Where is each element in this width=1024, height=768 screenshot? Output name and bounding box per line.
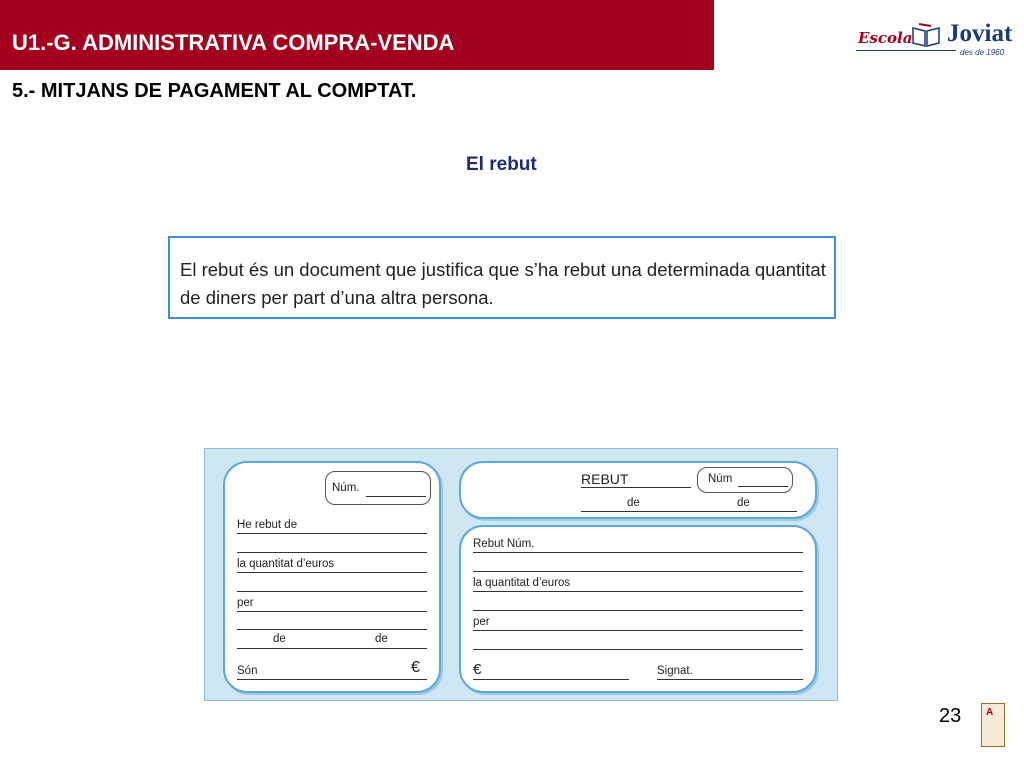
stub-euro-icon: € <box>411 659 420 676</box>
receipt-date-line <box>581 511 797 512</box>
receipt-body-card <box>459 525 817 693</box>
stub-for-label: per <box>237 597 254 609</box>
header-bar <box>0 0 714 70</box>
receipt-line <box>473 591 803 592</box>
receipt-title: REBUT <box>581 471 629 487</box>
certification-mark: A <box>986 707 994 718</box>
receipt-line <box>473 571 803 572</box>
receipt-illustration <box>204 448 838 701</box>
logo-escola-text: Escola <box>858 29 913 47</box>
receipt-stub-card <box>223 461 441 693</box>
logo-tagline: des de 1960 <box>960 48 1005 57</box>
receipt-header-card <box>459 461 817 519</box>
definition-box <box>168 236 836 319</box>
receipt-number-field-label: Rebut Núm. <box>473 538 535 550</box>
logo-underline <box>856 50 956 51</box>
stub-amount-label: la quantitat d’euros <box>237 558 335 570</box>
school-logo <box>856 18 1013 60</box>
receipt-number-box <box>697 467 793 493</box>
stub-number-box <box>325 471 431 505</box>
stub-line <box>237 572 427 573</box>
header-title: U1.-G. ADMINISTRATIVA COMPRA-VENDA <box>12 30 455 55</box>
stub-line <box>237 679 427 680</box>
receipt-signature-label: Signat. <box>657 665 693 677</box>
stub-total-label: Són <box>237 665 258 677</box>
receipt-line <box>473 649 803 650</box>
open-book-icon <box>911 22 941 48</box>
stub-received-from-label: He rebut de <box>237 519 298 531</box>
receipt-date-de-2: de <box>737 497 750 509</box>
receipt-amount-label: la quantitat d’euros <box>473 577 571 589</box>
receipt-euro-icon: € <box>473 661 482 678</box>
receipt-for-label: per <box>473 616 490 628</box>
receipt-date-de-1: de <box>627 497 640 509</box>
receipt-title-line <box>581 487 691 488</box>
receipt-number-label: Núm <box>708 473 733 485</box>
stub-line <box>237 591 427 592</box>
stub-line <box>237 533 427 534</box>
stub-number-line <box>366 496 426 497</box>
receipt-number-line <box>738 486 788 487</box>
receipt-amount-line <box>473 679 629 680</box>
stub-line <box>237 611 427 612</box>
receipt-line <box>473 552 803 553</box>
certification-badge <box>981 703 1005 747</box>
subtitle: El rebut <box>466 154 537 175</box>
receipt-signature-line <box>657 679 803 680</box>
logo-joviat-text: Joviat <box>947 20 1013 47</box>
stub-line <box>237 648 427 649</box>
receipt-line <box>473 630 803 631</box>
section-title: 5.- MITJANS DE PAGAMENT AL COMPTAT. <box>12 80 417 102</box>
stub-date-de-2: de <box>375 633 388 645</box>
definition-text: El rebut és un document que justifica que s’ha rebut una determinada quantitat de diners per part d’una altra persona. <box>180 259 826 308</box>
receipt-line <box>473 610 803 611</box>
page-number: 23 <box>939 705 962 727</box>
stub-date-de-1: de <box>273 633 286 645</box>
stub-line <box>237 552 427 553</box>
stub-number-label: Núm. <box>332 482 360 494</box>
stub-line <box>237 629 427 630</box>
